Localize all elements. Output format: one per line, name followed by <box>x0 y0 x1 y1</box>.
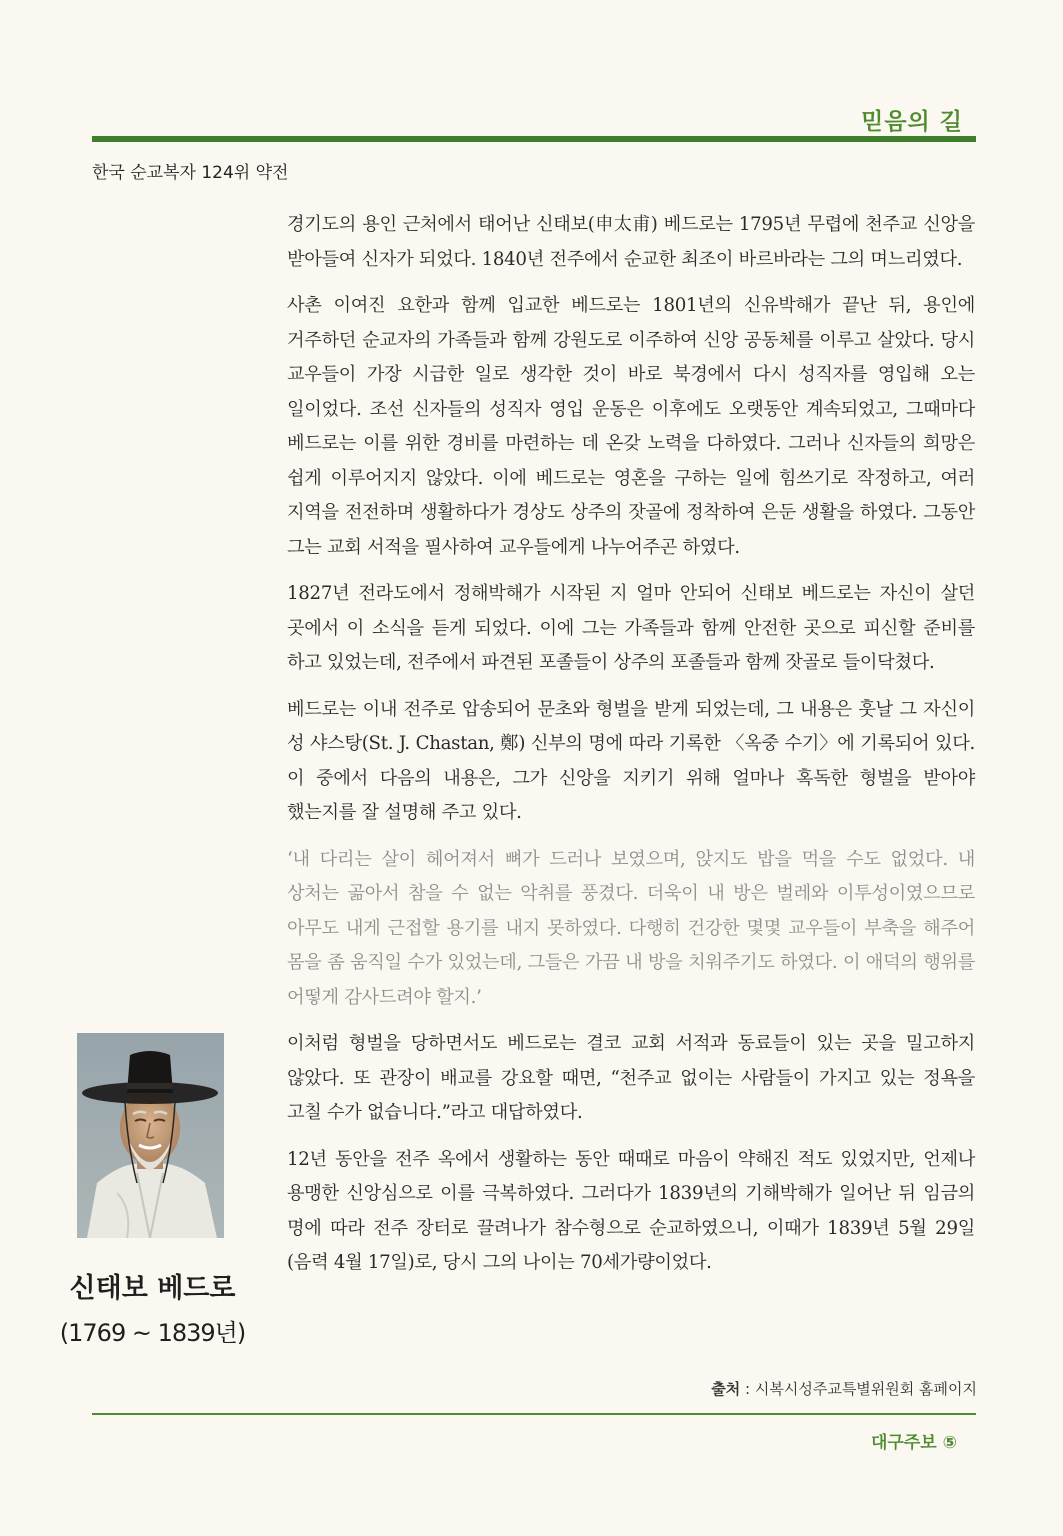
source-separator: : <box>740 1380 755 1398</box>
source-text: 시복시성주교특별위원회 홈페이지 <box>754 1380 977 1398</box>
source-credit <box>711 1378 977 1399</box>
paragraph-3: 1827년 전라도에서 정해박해가 시작된 지 얼마 안되어 신태보 베드로는 자신이 살던 곳에서 이 소식을 듣게 되었다. 이에 그는 가족들과 함께 안전한 곳으로 피신할 준비를 하고 있었는데, 전주에서 파견된 포졸들이 상주의 포졸들과 함께 잣골로 들이닥쳤다. <box>287 583 975 673</box>
publication-footer: 대구주보 ⑤ <box>871 1433 957 1453</box>
paragraph-6: 이처럼 형벌을 당하면서도 베드로는 결코 교회 서적과 동료들이 있는 곳을 밀고하지 않았다. 또 관장이 배교를 강요할 때면, “천주교 없이는 사람들이 가지고 있는 정욕을 고칠 수가 없습니다.”라고 대답하였다. <box>287 1033 975 1123</box>
portrait-caption-years: (1769 ~ 1839년) <box>59 1319 246 1347</box>
paragraph-2: 사촌 이여진 요한과 함께 입교한 베드로는 1801년의 신유박해가 끝난 뒤, 용인에 거주하던 순교자의 가족들과 함께 강원도로 이주하여 신앙 공동체를 이루고 살았다. 당시 교우들이 가장 시급한 일로 생각한 것이 바로 북경에서 다시 성직자를 영입해 오는 일이었다. 조선 신자들의 성직자 영입 운동은 이후에도 오랫동안 계속되었고, 그때마다 베드로는 이를 위한 경비를 마련하는 데 온갖 노력을 다하였다. 그러나 신자들의 희망은 쉽게 이루어지지 않았다. 이에 베드로는 영혼을 구하는 일에 힘쓰기로 작정하고, 여러 지역을 전전하며 생활하다가 경상도 상주의 잣골에 정착하여 은둔 생활을 하였다. 그동안 그는 교회 서적을 필사하여 교우들에게 나누어주곤 하였다. <box>287 295 975 558</box>
prison-memoir-quote: ‘내 다리는 살이 헤어져서 뼈가 드러나 보였으며, 앉지도 밥을 먹을 수도 없었다. 내 상처는 곪아서 참을 수 없는 악취를 풍겼다. 더욱이 내 방은 벌레와 이투성이였으므로 아무도 내게 근접할 용기를 내지 못하였다. 다행히 건강한 몇몇 교우들이 부축을 해주어 몸을 좀 움직일 수가 있었는데, 그들은 가끔 내 방을 치워주기도 하였다. 이 애덕의 행위를 어떻게 감사드려야 할지.’ <box>287 848 975 1008</box>
martyr-portrait-image <box>77 1033 224 1238</box>
footer-divider <box>92 1413 976 1415</box>
paragraph-1: 경기도의 용인 근처에서 태어난 신태보(申太甫) 베드로는 1795년 무렵에 천주교 신앙을 받아들여 신자가 되었다. 1840년 전주에서 순교한 최조이 바르바라는 그의 며느리였다. <box>287 214 975 270</box>
source-label: 출처 <box>711 1380 741 1398</box>
page-subtitle: 한국 순교복자 124위 약전 <box>92 163 289 183</box>
paragraph-4: 베드로는 이내 전주로 압송되어 문초와 형벌을 받게 되었는데, 그 내용은 훗날 그 자신이 성 샤스탕(St. J. Chastan, 鄭) 신부의 명에 따라 기록한 〈옥중 수기〉에 기록되어 있다. 이 중에서 다음의 내용은, 그가 신앙을 지키기 위해 얼마나 혹독한 형벌을 받아야 했는지를 잘 설명해 주고 있다. <box>287 698 975 823</box>
article-body <box>287 208 975 1293</box>
header-divider <box>92 136 976 142</box>
section-title: 믿음의 길 <box>861 109 963 135</box>
paragraph-7: 12년 동안을 전주 옥에서 생활하는 동안 때때로 마음이 약해진 적도 있었지만, 언제나 용맹한 신앙심으로 이를 극복하였다. 그러다가 1839년의 기해박해가 일어난 뒤 임금의 명에 따라 전주 장터로 끌려나가 참수형으로 순교하였으니, 이때가 1839년 5월 29일(음력 4월 17일)로, 당시 그의 나이는 70세가량이었다. <box>287 1148 975 1273</box>
portrait-caption-name: 신태보 베드로 <box>69 1273 236 1304</box>
